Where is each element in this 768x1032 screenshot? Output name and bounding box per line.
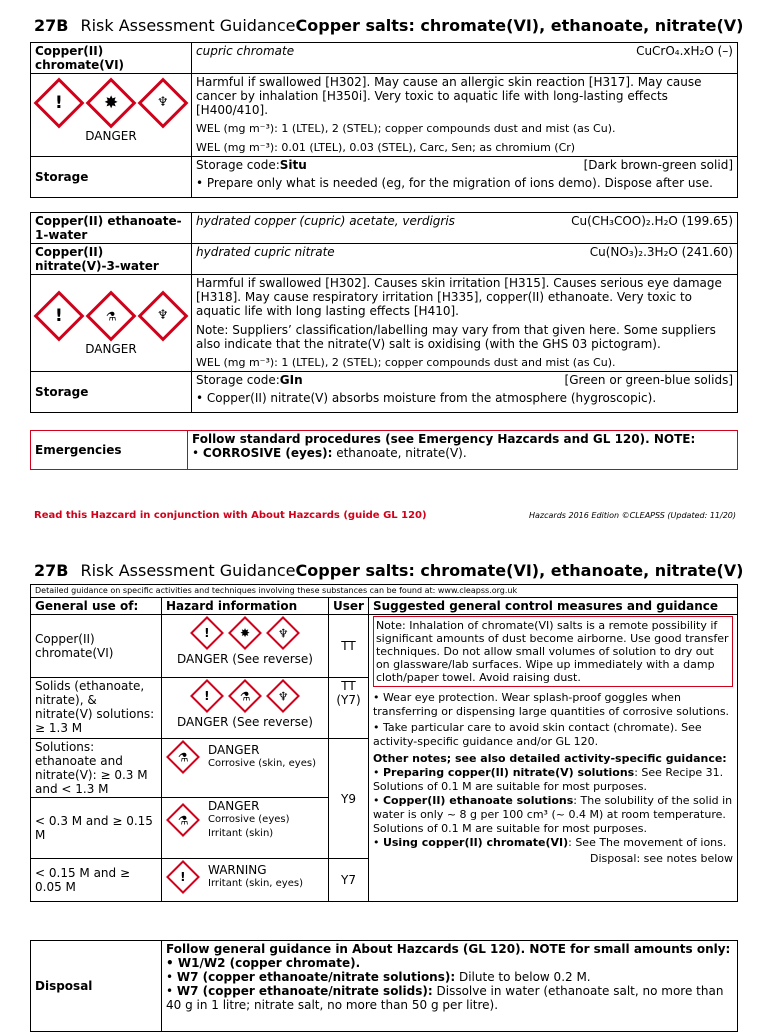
hazard-text (192, 275, 738, 372)
substance-formula: CuCrO₄.xH₂O (–) (460, 43, 737, 74)
hazard-statements: Harmful if swallowed [H302]. Causes skin irritation [H315]. Causes serious eye damage [H318]. May cause respiratory irritation [H335], copper(II) ethanoate. Very toxic to aquatic life with long lasting effects [H410]. (196, 276, 722, 318)
use-solids: Solids (ethanoate, nitrate), & nitrate(V) solutions: ≥ 1.3 M (31, 678, 162, 739)
emergencies-table (30, 430, 738, 470)
note-ethanoate: : The solubility of the solid in water is only ~ 8 g per 100 cm³ (~ 0.4 M) at room temperature. Solutions of 0.1 M are suitable for most purposes. (372, 794, 733, 835)
col-header-user: User (329, 598, 369, 615)
disposal-solids-title: W7 (copper ethanoate/nitrate solids): (176, 984, 433, 998)
note-nitrate-title: Preparing copper(II) nitrate(V) solutions (382, 766, 635, 779)
exclamation-icon: ! (166, 860, 200, 894)
exclamation-icon: ! (34, 78, 85, 129)
hazard-type: Corrosive (skin, eyes) (208, 758, 316, 769)
hazard-cell (162, 678, 329, 739)
supplier-note: Note: Suppliers’ classification/labelling may vary from that given here. Some suppliers also indicate that the nitrate(V) salt is oxidising (with the GHS 03 pictogram). (196, 323, 716, 351)
alt-name-nitrate: hydrated cupric nitrate (192, 244, 495, 275)
other-notes-heading: Other notes; see also detailed activity-specific guidance: (372, 752, 727, 765)
user-level: Y9 (329, 739, 369, 859)
disposal-solutions-title: W7 (copper ethanoate/nitrate solutions): (176, 970, 456, 984)
chromate-note: Note: Inhalation of chromate(VI) salts is a remote possibility if significant amounts of dust become airborne. Use good transfer techniques. Do not allow small volumes of solution to dry out on glassware/lab surfaces. Wipe up immediately with a damp cloth/paper towel. Avoid raising dust. (373, 616, 733, 687)
hazard-cell (162, 859, 329, 902)
health-hazard-icon: ✸ (86, 78, 137, 129)
hazard-pictograms (31, 74, 192, 157)
hazard-text (192, 74, 738, 157)
storage-note: • Prepare only what is needed (eg, for the migration of ions demo). Dispose after use. (196, 176, 733, 190)
page-title: Copper salts: chromate(VI), ethanoate, nitrate(V) (295, 16, 744, 35)
header-subtitle: Risk Assessment Guidance (80, 561, 296, 580)
storage-label: Storage (31, 157, 192, 198)
exclamation-icon: ! (190, 679, 224, 713)
emergencies-info (188, 431, 738, 470)
disposal-general: Follow general guidance in About Hazcards (GL 120). NOTE for small amounts only: (166, 942, 731, 956)
hazcard-code: 27B (34, 16, 69, 35)
guidance-cell (368, 615, 737, 902)
signal-word: DANGER (85, 129, 137, 143)
hazard-statements: Harmful if swallowed [H302]. May cause an allergic skin reaction [H317]. May cause cancer by inhalation [H350i]. Very toxic to aquatic life with long-lasting effects [H400/410]. (196, 75, 702, 117)
formula-nitrate: Cu(NO₃)₂.3H₂O (241.60) (494, 244, 737, 275)
col-header-guidance: Suggested general control measures and guidance (368, 598, 737, 615)
substance-name-nitrate: Copper(II) nitrate(V)-3-water (31, 244, 192, 275)
signal-word: DANGER (85, 342, 137, 356)
page-header (34, 16, 744, 38)
user-level: TT (329, 615, 369, 678)
use-solutions-high: Solutions: ethanoate and nitrate(V): ≥ 0.3 M and < 1.3 M (31, 739, 162, 798)
user-level: TT (Y7) (329, 678, 369, 739)
environment-icon: ♆ (138, 78, 189, 129)
corrosive-icon: ⚗ (228, 679, 262, 713)
environment-icon: ♆ (138, 291, 189, 342)
corrosive-icon: ⚗ (166, 803, 200, 837)
note-nitrate: : See Recipe 31. Solutions of 0.1 M are suitable for most purposes. (372, 766, 724, 793)
corrosive-icon: ⚗ (86, 291, 137, 342)
emergency-procedure: Follow standard procedures (see Emergency Hazcards and GL 120). NOTE: (192, 432, 696, 446)
use-chromate: Copper(II) chromate(VI) (31, 615, 162, 678)
wel-copper: WEL (mg m⁻³): 1 (LTEL), 2 (STEL); copper compounds dust and mist (as Cu). (196, 356, 616, 369)
detailed-guidance: Detailed guidance on specific activities and techniques involving these substances can be found at: www.cleapss.org.uk (31, 585, 738, 598)
page-header-2 (34, 561, 744, 583)
disposal-label: Disposal (31, 941, 162, 1032)
disposal-info (162, 941, 738, 1032)
hazard-type: Corrosive (eyes) Irritant (skin) (208, 814, 290, 839)
emergencies-label: Emergencies (31, 431, 188, 470)
corrosive-icon: ⚗ (166, 740, 200, 774)
col-header-hazard: Hazard information (162, 598, 329, 615)
use-solutions-mid: < 0.3 M and ≥ 0.15 M (31, 798, 162, 859)
wel-chromium: WEL (mg m⁻³): 0.01 (LTEL), 0.03 (STEL), Carc, Sen; as chromium (Cr) (196, 141, 576, 154)
storage-label: Storage (31, 372, 192, 413)
note-ethanoate-title: Copper(II) ethanoate solutions (382, 794, 574, 807)
signal-word: DANGER (208, 799, 260, 813)
col-header-use: General use of: (31, 598, 162, 615)
storage-code-label: Storage code: (196, 158, 280, 172)
storage-note: • Copper(II) nitrate(V) absorbs moisture from the atmosphere (hygroscopic). (196, 391, 733, 405)
exclamation-icon: ! (190, 616, 224, 650)
corrosive-label: CORROSIVE (eyes): (202, 446, 333, 460)
storage-info (192, 157, 738, 198)
user-level: Y7 (329, 859, 369, 902)
environment-icon: ♆ (266, 679, 300, 713)
footer-note: Read this Hazcard in conjunction with About Hazcards (guide GL 120) (34, 510, 427, 521)
use-solutions-low: < 0.15 M and ≥ 0.05 M (31, 859, 162, 902)
ethanoate-nitrate-table (30, 212, 738, 413)
substance-name: Copper(II) chromate(VI) (31, 43, 192, 74)
signal-word: DANGER (See reverse) (177, 715, 313, 729)
header-subtitle: Risk Assessment Guidance (80, 16, 296, 35)
signal-word: WARNING (208, 863, 267, 877)
health-hazard-icon: ✸ (228, 616, 262, 650)
disposal-solutions: Dilute to below 0.2 M. (455, 970, 591, 984)
note-chromate-title: Using copper(II) chromate(VI) (382, 836, 569, 849)
storage-code: Situ (279, 158, 307, 172)
hazard-pictograms (31, 275, 192, 372)
appearance: [Dark brown-green solid] (583, 158, 733, 172)
appearance: [Green or green-blue solids] (564, 373, 733, 387)
disposal-note: Disposal: see notes below (589, 852, 733, 865)
disposal-table (30, 940, 738, 1032)
note-chromate: : See The movement of ions. (568, 836, 727, 849)
disposal-chromate: • W1/W2 (copper chromate). (166, 956, 733, 970)
guidance-table (30, 584, 738, 902)
hazcard-code: 27B (34, 561, 69, 580)
substance-alt-name: cupric chromate (192, 43, 461, 74)
hazard-type: Irritant (skin, eyes) (208, 878, 303, 889)
chromate-table (30, 42, 738, 198)
alt-name-ethanoate: hydrated copper (cupric) acetate, verdigris (192, 213, 495, 244)
formula-ethanoate: Cu(CH₃COO)₂.H₂O (199.65) (494, 213, 737, 244)
storage-code-label: Storage code: (196, 373, 280, 387)
hazard-cell (162, 798, 329, 859)
storage-info (192, 372, 738, 413)
storage-code: GIn (279, 373, 303, 387)
exclamation-icon: ! (34, 291, 85, 342)
substance-name-ethanoate: Copper(II) ethanoate-1-water (31, 213, 192, 244)
footer-copyright: Hazcards 2016 Edition ©CLEAPSS (Updated: 11/20) (528, 511, 736, 520)
page-title: Copper salts: chromate(VI), ethanoate, nitrate(V) (295, 561, 744, 580)
hazard-cell (162, 615, 329, 678)
signal-word: DANGER (See reverse) (177, 652, 313, 666)
disposal-solids: Dissolve in water (ethanoate salt, no more than 40 g in 1 litre; nitrate salt, no more than 50 g per litre). (166, 984, 724, 1012)
signal-word: DANGER (208, 743, 260, 757)
environment-icon: ♆ (266, 616, 300, 650)
hazard-cell (162, 739, 329, 798)
guidance-eye: • Wear eye protection. Wear splash-proof goggles when transferring or dispensing large quantities of corrosive solutions. (373, 691, 733, 719)
corrosive-text: ethanoate, nitrate(V). (332, 446, 467, 460)
guidance-skin: • Take particular care to avoid skin contact (chromate). See activity-specific guidance and/or GL 120. (373, 721, 733, 749)
wel-copper: WEL (mg m⁻³): 1 (LTEL), 2 (STEL); copper compounds dust and mist (as Cu). (196, 122, 616, 135)
